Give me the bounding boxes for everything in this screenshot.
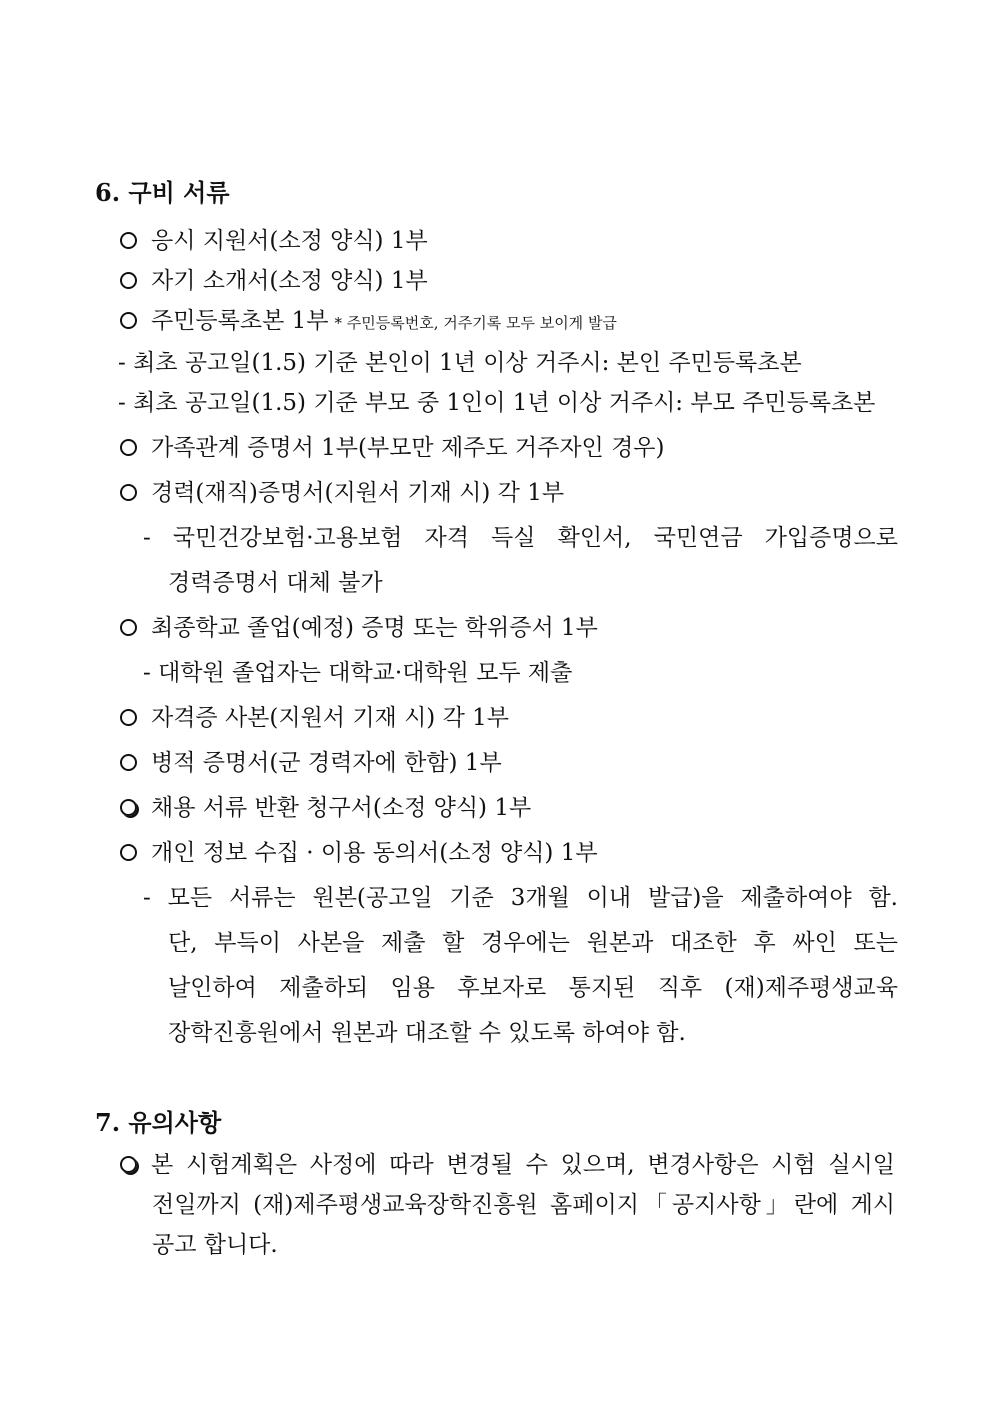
list-item-continuation: 공고 합니다. (152, 1232, 278, 1258)
sub-item-continuation: 날인하여 제출하되 임용 후보자로 통지된 직후 (재)제주평생교육 (168, 975, 898, 1001)
resident-note: * 주민등록번호, 거주기록 모두 보이게 발급 (334, 314, 617, 332)
list-item: 개인 정보 수집 · 이용 동의서(소정 양식) 1부 (120, 838, 598, 868)
circle-bullet-icon (120, 232, 137, 249)
list-item: 응시 지원서(소정 양식) 1부 (120, 226, 428, 256)
list-item: 병적 증명서(군 경력자에 한함) 1부 (120, 748, 502, 778)
sub-item: - 대학원 졸업자는 대학교·대학원 모두 제출 (143, 660, 573, 686)
circle-bullet-icon (120, 484, 137, 501)
list-item: 자격증 사본(지원서 기재 시) 각 1부 (120, 703, 509, 733)
circle-bullet-icon (120, 844, 137, 861)
list-item: 자기 소개서(소정 양식) 1부 (120, 266, 428, 296)
sub-item: - 최초 공고일(1.5) 기준 본인이 1년 이상 거주시: 본인 주민등록초본 (118, 350, 802, 376)
sub-item: - 최초 공고일(1.5) 기준 부모 중 1인이 1년 이상 거주시: 부모 주민등록초본 (118, 390, 876, 416)
section-7-heading: 7. 유의사항 (95, 1108, 222, 1137)
list-item: 채용 서류 반환 청구서(소정 양식) 1부 (120, 793, 531, 823)
list-item: 본 시험계획은 사정에 따라 변경될 수 있으며, 변경사항은 시험 실시일 (120, 1150, 895, 1180)
list-item: 경력(재직)증명서(지원서 기재 시) 각 1부 (120, 478, 564, 508)
sub-item-continuation: 장학진흥원에서 원본과 대조할 수 있도록 하여야 함. (168, 1020, 686, 1046)
list-item: 가족관계 증명서 1부(부모만 제주도 거주자인 경우) (120, 433, 665, 463)
circle-bullet-icon (120, 709, 137, 726)
sub-item-continuation: 단, 부득이 사본을 제출 할 경우에는 원본과 대조한 후 싸인 또는 (168, 930, 898, 956)
list-item: 최종학교 졸업(예정) 증명 또는 학위증서 1부 (120, 613, 598, 643)
shadowed-circle-bullet-icon (120, 799, 137, 816)
circle-bullet-icon (120, 754, 137, 771)
list-item: 주민등록초본 1부 * 주민등록번호, 거주기록 모두 보이게 발급 (120, 306, 617, 338)
sub-item: - 모든 서류는 원본(공고일 기준 3개월 이내 발급)을 제출하여야 함. (143, 885, 898, 911)
circle-bullet-icon (120, 312, 137, 329)
section-6-heading: 6. 구비 서류 (95, 178, 230, 207)
circle-bullet-icon (120, 619, 137, 636)
sub-item-continuation: 경력증명서 대체 불가 (168, 570, 383, 596)
circle-bullet-icon (120, 272, 137, 289)
shadowed-circle-bullet-icon (120, 1156, 137, 1173)
circle-bullet-icon (120, 439, 137, 456)
list-item-continuation: 전일까지 (재)제주평생교육장학진흥원 홈페이지「공지사항」란에 게시 (152, 1192, 895, 1218)
sub-item: - 국민건강보험·고용보험 자격 득실 확인서, 국민연금 가입증명으로 (143, 525, 898, 551)
